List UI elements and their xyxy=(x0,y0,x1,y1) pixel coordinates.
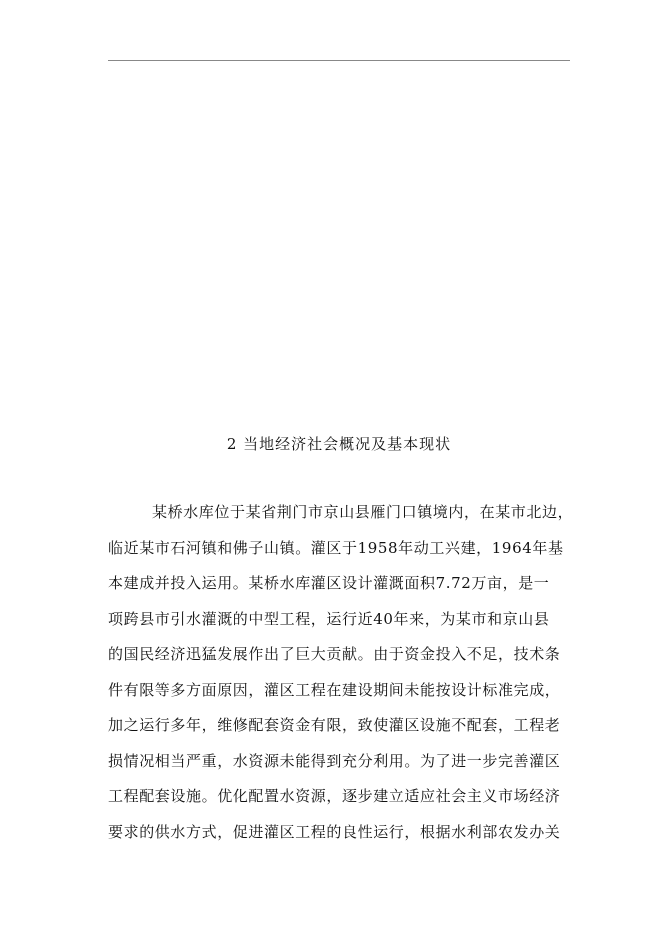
body-paragraph xyxy=(108,500,578,855)
paragraph-line: 本建成并投入运用。某桥水库灌区设计灌溉面积7.72万亩，是一 xyxy=(108,574,550,592)
paragraph-line: 件有限等多方面原因，灌区工程在建设期间未能按设计标准完成， xyxy=(108,680,561,699)
paragraph-line: 临近某市石河镇和佛子山镇。灌区于1958年动工兴建，1964年基 xyxy=(108,538,564,557)
paragraph-line: 损情况相当严重，水资源未能得到充分利用。为了进一步完善灌区 xyxy=(108,751,561,770)
paragraph-line: 要求的供水方式，促进灌区工程的良性运行，根据水利部农发办关 xyxy=(108,822,561,841)
paragraph-line: 项跨县市引水灌溉的中型工程，运行近40年来，为某市和京山县 xyxy=(108,609,550,628)
paragraph-line: 加之运行多年，维修配套资金有限，致使灌区设施不配套，工程老 xyxy=(108,716,561,734)
paragraph-line: 的国民经济迅猛发展作出了巨大贡献。由于资金投入不足，技术条 xyxy=(108,645,561,663)
header-rule xyxy=(108,60,570,61)
section-heading: 2 当地经济社会概况及基本现状 xyxy=(226,435,452,453)
paragraph-line: 工程配套设施。优化配置水资源，逐步建立适应社会主义市场经济 xyxy=(108,787,561,805)
paragraph-line: 某桥水库位于某省荆门市京山县雁门口镇境内，在某市北边， xyxy=(152,503,574,521)
